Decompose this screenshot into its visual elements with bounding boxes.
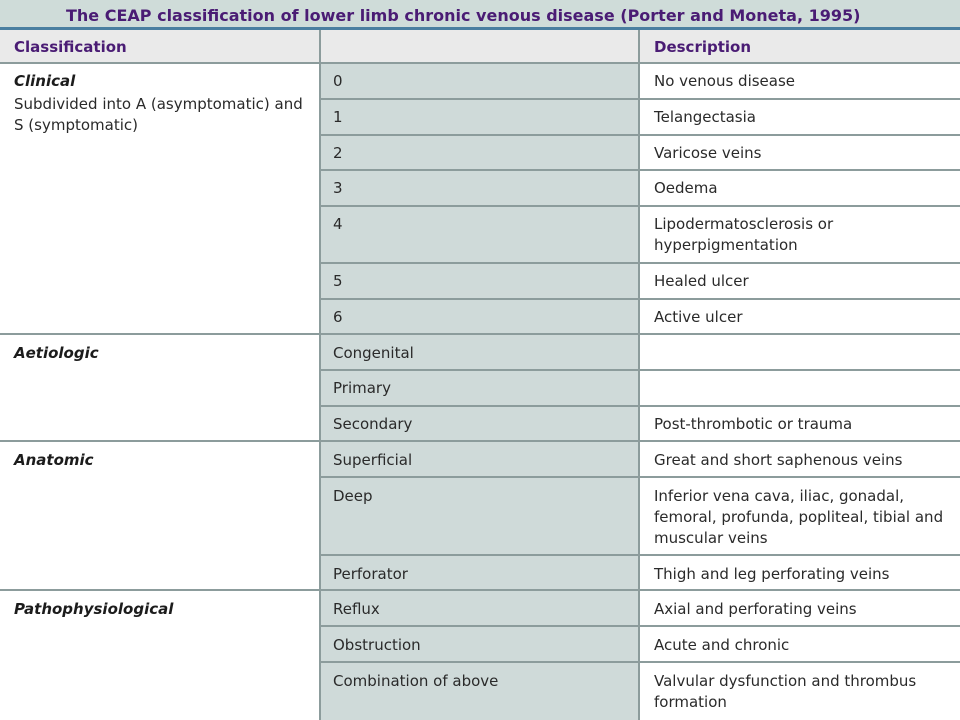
table-row-description: Varicose veins: [654, 144, 762, 162]
table-row-value: Superficial: [333, 451, 413, 469]
table-row-value: 3: [333, 179, 343, 197]
section-divider: [0, 440, 960, 442]
row-divider: [320, 298, 960, 300]
row-divider: [320, 262, 960, 264]
table-row-description: Active ulcer: [654, 308, 743, 326]
table-row-value: 2: [333, 144, 343, 162]
row-divider: [0, 62, 960, 64]
table-row-value: 1: [333, 108, 343, 126]
row-divider: [320, 369, 960, 371]
header-description: Description: [654, 38, 752, 56]
ceap-table: [0, 30, 960, 720]
table-row-value: Deep: [333, 487, 373, 505]
table-row-value: Combination of above: [333, 672, 499, 690]
table-row-value: Perforator: [333, 565, 408, 583]
row-divider: [320, 405, 960, 407]
title-bar: [0, 0, 960, 30]
table-row-value: 0: [333, 72, 343, 90]
header-row: [0, 30, 960, 63]
row-divider: [320, 476, 960, 478]
table-row-description: Great and short saphenous veins: [654, 451, 903, 469]
section-aetiologic-label: Aetiologic: [14, 344, 99, 362]
row-divider: [320, 661, 960, 663]
table-row-value: Primary: [333, 379, 391, 397]
section-divider: [0, 589, 960, 591]
table-row-value: Obstruction: [333, 636, 421, 654]
table-row-description: Telangectasia: [654, 108, 756, 126]
row-divider: [320, 98, 960, 100]
section-anatomic-label: Anatomic: [14, 451, 94, 469]
table-row-description: Oedema: [654, 179, 718, 197]
table-row-description: Post-thrombotic or trauma: [654, 415, 853, 433]
section-clinical-label: Clinical: [14, 72, 76, 90]
row-divider: [320, 554, 960, 556]
table-row-value: 6: [333, 308, 343, 326]
table-row-description: Lipodermatosclerosis or hyperpigmentation: [654, 215, 834, 254]
table-row-value: Secondary: [333, 415, 413, 433]
table-row-description: Inferior vena cava, iliac, gonadal, femoral, profunda, popliteal, tibial and muscular veins: [654, 487, 944, 547]
table-row-description: Acute and chronic: [654, 636, 790, 654]
section-divider: [0, 333, 960, 335]
table-row-description: Healed ulcer: [654, 272, 749, 290]
table-row-value: 4: [333, 215, 343, 233]
table-row-value: 5: [333, 272, 343, 290]
section-pathophysiological-label: Pathophysiological: [14, 600, 174, 618]
table-row-description: Valvular dysfunction and thrombus formation: [654, 672, 917, 711]
table-title: The CEAP classification of lower limb chronic venous disease (Porter and Moneta, 1995): [66, 6, 861, 25]
table-row-value: Congenital: [333, 344, 414, 362]
row-divider: [320, 134, 960, 136]
table-row-description: Thigh and leg perforating veins: [654, 565, 890, 583]
table-row-description: Axial and perforating veins: [654, 600, 857, 618]
row-divider: [320, 625, 960, 627]
row-divider: [320, 205, 960, 207]
table-row-description: No venous disease: [654, 72, 796, 90]
section-clinical-note: Subdivided into A (asymptomatic) and S (symptomatic): [14, 95, 303, 134]
table-row-value: Reflux: [333, 600, 380, 618]
row-divider: [320, 169, 960, 171]
header-classification: Classification: [14, 38, 127, 56]
